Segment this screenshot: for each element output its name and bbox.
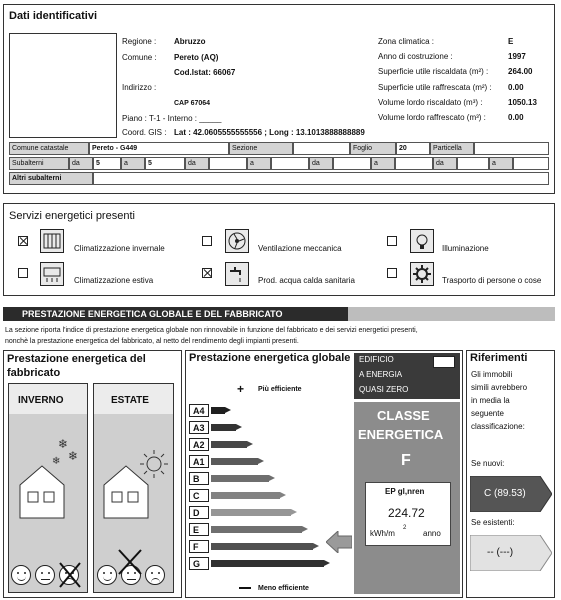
ep-unit: kWh/m	[370, 529, 395, 538]
classe-value: F	[401, 452, 411, 469]
class-bar-a2	[189, 438, 349, 451]
catasto-sezione-value	[293, 142, 350, 155]
sup-risc-label: Superficie utile riscaldata (m²) :	[378, 67, 489, 76]
class-bar-a1	[189, 455, 349, 468]
rating-cross-icon	[117, 548, 143, 576]
class-bar-c	[189, 489, 349, 502]
ep-label: EP gl,nren	[385, 487, 425, 496]
sup-raff-label: Superficie utile raffrescata (m²) :	[378, 83, 492, 92]
class-tip	[324, 560, 330, 566]
class-fill	[211, 492, 280, 499]
classe-label-1: CLASSE	[377, 408, 430, 423]
checkbox-climatizzazione-estiva[interactable]	[18, 268, 28, 278]
faucet-icon	[225, 262, 249, 286]
anno-label: Anno di costruzione :	[378, 52, 453, 61]
fabbricato-title: Prestazione energetica del fabbricato	[7, 353, 146, 380]
class-label: A2	[189, 438, 209, 451]
catasto-foglio-label: Foglio	[350, 142, 396, 155]
class-label: A3	[189, 421, 209, 434]
altri-subalterni-value	[93, 172, 549, 185]
smile-happy-icon	[11, 565, 31, 585]
fan-icon	[225, 229, 249, 253]
class-tip	[247, 441, 253, 447]
ep-unit-sup: 2	[403, 525, 407, 531]
coord-label: Coord. GIS :	[122, 128, 167, 137]
nzeb-line-1: EDIFICIO	[359, 355, 394, 364]
class-tip	[236, 424, 242, 430]
class-bar-d	[189, 506, 349, 519]
servizio-label-4: Climatizzazione estiva	[74, 276, 154, 285]
checkbox-trasporto[interactable]	[387, 268, 397, 278]
subalterni-label: Subalterni	[9, 157, 69, 170]
catasto-foglio-value: 20	[396, 142, 430, 155]
svg-text:❄: ❄	[68, 449, 79, 463]
nzeb-line-3: QUASI ZERO	[359, 385, 409, 394]
meno-efficiente-label: Meno efficiente	[258, 585, 309, 592]
class-label: B	[189, 472, 209, 485]
minus-icon	[239, 587, 251, 589]
zona-value: E	[508, 37, 514, 46]
sub-a-2-value	[271, 157, 309, 170]
photo-placeholder	[9, 33, 117, 138]
catasto-particella-value	[474, 142, 549, 155]
class-fill	[211, 560, 324, 567]
lightbulb-icon	[410, 229, 434, 253]
checkbox-ventilazione-meccanica[interactable]	[202, 236, 212, 246]
class-tip	[313, 543, 319, 549]
plus-icon: +	[237, 382, 245, 396]
vol-risc-value: 1050.13	[508, 98, 537, 107]
class-fill	[211, 407, 225, 414]
rating-cross-icon	[58, 561, 82, 589]
class-label: F	[189, 540, 209, 553]
class-tip	[280, 492, 286, 498]
coord-value: Lat : 42.0605555555556 ; Long : 13.1013888888889	[174, 128, 365, 137]
smile-happy-icon	[97, 565, 117, 585]
gear-icon	[410, 262, 434, 286]
air-conditioner-icon	[40, 262, 64, 286]
anno-value: 1997	[508, 52, 526, 61]
sub-da-2: da	[185, 157, 209, 170]
nzeb-checkbox	[433, 356, 455, 368]
catasto-particella-label: Particella	[430, 142, 474, 155]
servizio-label-3: Illuminazione	[442, 244, 489, 253]
indirizzo-label: Indirizzo :	[122, 83, 157, 92]
comune-label: Comune :	[122, 53, 157, 62]
sub-a-4-value	[513, 157, 549, 170]
class-bar-b	[189, 472, 349, 485]
classe-label-2: ENERGETICA	[358, 427, 444, 442]
class-label: A1	[189, 455, 209, 468]
class-fill	[211, 441, 247, 448]
class-bar-a4	[189, 404, 349, 417]
sub-da-3: da	[309, 157, 333, 170]
servizio-label-5: Prod. acqua calda sanitaria	[258, 276, 355, 285]
sub-a-value: 5	[145, 157, 185, 170]
vol-raff-label: Volume lordo raffrescato (m³) :	[378, 113, 486, 122]
piu-efficiente-label: Più efficiente	[258, 386, 302, 393]
sub-da-1: da	[69, 157, 93, 170]
servizio-label-6: Trasporto di persone o cose	[442, 276, 542, 285]
sup-raff-value: 0.00	[508, 83, 524, 92]
class-fill	[211, 475, 269, 482]
class-fill	[211, 526, 302, 533]
inverno-label: INVERNO	[18, 395, 64, 406]
class-tip	[269, 475, 275, 481]
piano-label: Piano : T-1 - Interno : _____	[122, 114, 222, 123]
sub-da-value: 5	[93, 157, 121, 170]
class-label: A4	[189, 404, 209, 417]
globale-title: Prestazione energetica globale	[189, 352, 351, 364]
class-fill	[211, 509, 291, 516]
riferimenti-title: Riferimenti	[470, 352, 528, 364]
servizio-label-1: Climatizzazione invernale	[74, 244, 165, 253]
esistenti-label: Se esistenti:	[471, 518, 515, 527]
vol-risc-label: Volume lordo riscaldato (m³) :	[378, 98, 483, 107]
riferimenti-text-1: Gli immobili	[471, 370, 513, 379]
sub-da-4-value	[457, 157, 489, 170]
riferimenti-text-3: in media la	[471, 396, 510, 405]
class-scale	[189, 404, 349, 576]
class-fill	[211, 424, 236, 431]
sub-a-3: a	[371, 157, 395, 170]
sup-risc-value: 264.00	[508, 67, 533, 76]
sub-da-4: da	[433, 157, 457, 170]
class-bar-a3	[189, 421, 349, 434]
checkbox-illuminazione[interactable]	[387, 236, 397, 246]
sub-a-2: a	[247, 157, 271, 170]
riferimenti-text-4: seguente	[471, 409, 504, 418]
class-label: E	[189, 523, 209, 536]
servizi-title: Servizi energetici presenti	[9, 210, 135, 222]
nuovi-label: Se nuovi:	[471, 459, 505, 468]
nzeb-line-2: A ENERGIA	[359, 370, 403, 379]
class-tip	[258, 458, 264, 464]
catasto-comune-value: Pereto - G449	[89, 142, 229, 155]
riferimenti-text-5: classificazione:	[471, 422, 525, 431]
catasto-comune-label: Comune catastale	[9, 142, 89, 155]
class-bar-e	[189, 523, 349, 536]
svg-text:❄: ❄	[58, 437, 69, 451]
class-bar-g	[189, 557, 349, 570]
servizio-label-2: Ventilazione meccanica	[258, 244, 342, 253]
current-class-arrow	[326, 531, 352, 553]
nuovi-value: C (89.53)	[484, 488, 526, 499]
zona-label: Zona climatica :	[378, 37, 435, 46]
prestazione-intro-1: La sezione riporta l'indice di prestazione energetica globale non rinnovabile in funzione del fabbricato e dei servizi energetici presenti,	[5, 327, 418, 334]
checkbox-climatizzazione-invernale[interactable]	[18, 236, 28, 246]
smile-sad-icon	[145, 565, 165, 585]
class-tip	[302, 526, 308, 532]
class-label: D	[189, 506, 209, 519]
checkbox-acqua-calda[interactable]	[202, 268, 212, 278]
ident-title: Dati identificativi	[9, 10, 98, 22]
vol-raff-value: 0.00	[508, 113, 524, 122]
catasto-sezione-label: Sezione	[229, 142, 293, 155]
ep-unit-tail: anno	[423, 529, 441, 538]
smile-neutral-icon	[35, 565, 55, 585]
cod-istat: Cod.Istat: 66067	[174, 68, 236, 77]
altri-subalterni-label: Altri subalterni	[9, 172, 93, 185]
class-tip	[291, 509, 297, 515]
sub-da-2-value	[209, 157, 247, 170]
esistenti-value: -- (---)	[487, 547, 514, 558]
riferimenti-text-2: simili avrebbero	[471, 383, 528, 392]
comune-value: Pereto (AQ)	[174, 53, 219, 62]
class-label: G	[189, 557, 209, 570]
prestazione-banner-title: PRESTAZIONE ENERGETICA GLOBALE E DEL FABBRICATO	[22, 309, 283, 319]
radiator-icon	[40, 229, 64, 253]
svg-text:❄: ❄	[52, 456, 61, 467]
cap-value: CAP 67064	[174, 100, 211, 107]
ep-value: 224.72	[388, 506, 425, 520]
class-label: C	[189, 489, 209, 502]
class-bar-f	[189, 540, 349, 553]
class-fill	[211, 458, 258, 465]
estate-label: ESTATE	[111, 395, 149, 406]
prestazione-intro-2: nonchè la prestazione energetica del fabbricato, al netto del rendimento degli impianti presenti.	[5, 338, 299, 345]
regione-value: Abruzzo	[174, 37, 206, 46]
sub-a-4: a	[489, 157, 513, 170]
house-sun-icon	[98, 430, 170, 520]
sub-da-3-value	[333, 157, 371, 170]
house-snow-icon	[14, 430, 84, 520]
class-fill	[211, 543, 313, 550]
class-tip	[225, 407, 231, 413]
sub-a-3-value	[395, 157, 433, 170]
regione-label: Regione :	[122, 37, 157, 46]
sub-a-1: a	[121, 157, 145, 170]
